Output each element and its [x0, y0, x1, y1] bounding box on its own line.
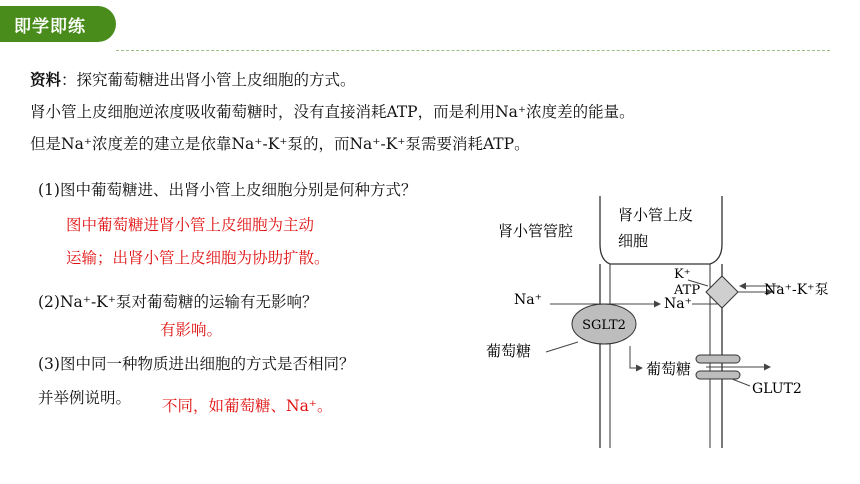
cell-label-line-2: 细胞	[618, 232, 649, 250]
question-2: (2)Na⁺-K⁺泵对葡萄糖的运输有无影响？	[38, 293, 318, 311]
answer-1-line-2: 运输；出肾小管上皮细胞为协助扩散。	[66, 249, 330, 267]
glut2-label: GLUT2	[752, 381, 802, 397]
atp-label: ATP	[674, 283, 701, 298]
question-1: (1)图中葡萄糖进、出肾小管上皮细胞分别是何种方式？	[38, 181, 417, 199]
glut2-channel-top	[696, 355, 740, 363]
section-tag	[0, 6, 116, 42]
sglt2-label: SGLT2	[582, 318, 626, 333]
na-k-pump	[706, 276, 738, 308]
na-outside-label: Na⁺	[514, 292, 542, 308]
cell-label-line-1: 肾小管上皮	[618, 206, 694, 224]
pump-label: Na⁺-K⁺泵	[764, 282, 829, 298]
glucose-inside-arrow	[630, 346, 642, 368]
glucose-inside-label: 葡萄糖	[646, 360, 692, 378]
material-label: 资料	[30, 70, 62, 89]
material-line-2: 肾小管上皮细胞逆浓度吸收葡萄糖时，没有直接消耗ATP，而是利用Na⁺浓度差的能量。	[30, 103, 635, 121]
glut2-channel-bottom	[696, 371, 740, 379]
glut2-pointer	[732, 379, 750, 386]
material-title	[30, 68, 356, 90]
lumen-label: 肾小管管腔	[498, 222, 574, 240]
cell-transport-diagram	[470, 196, 850, 454]
question-3-line-2: 并举例说明。	[38, 389, 132, 407]
material-line-3: 但是Na⁺浓度差的建立是依靠Na⁺-K⁺泵的，而Na⁺-K⁺泵需要消耗ATP。	[30, 135, 530, 153]
section-tag-label: 即学即练	[14, 17, 86, 37]
question-3-line-1: (3)图中同一种物质进出细胞的方式是否相同？	[38, 355, 355, 373]
material-title-text: ：探究葡萄糖进出肾小管上皮细胞的方式。	[61, 71, 356, 89]
na-inside-label: Na⁺	[664, 296, 692, 312]
header-divider	[116, 50, 830, 51]
glucose-outside-label: 葡萄糖	[486, 342, 532, 360]
answer-3: 不同，如葡萄糖、Na⁺。	[162, 397, 333, 415]
k-label: K⁺	[674, 267, 691, 282]
glucose-entry-line	[546, 342, 578, 352]
answer-1-line-1: 图中葡萄糖进肾小管上皮细胞为主动	[66, 216, 315, 234]
answer-2: 有影响。	[160, 321, 223, 339]
